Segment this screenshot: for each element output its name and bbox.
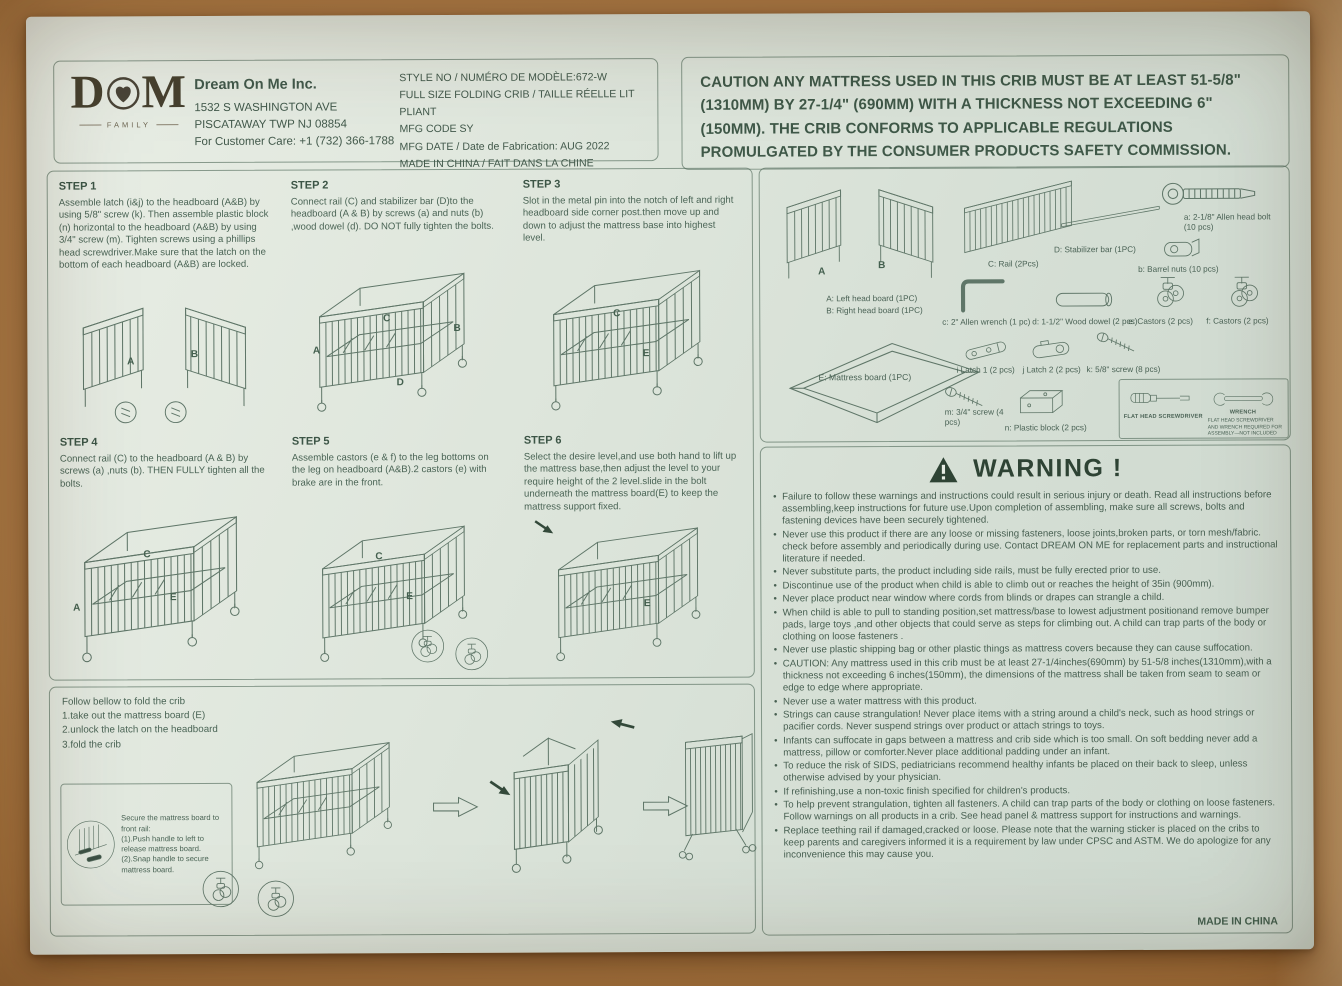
fold-step-3: 3.fold the crib bbox=[62, 739, 121, 751]
wrench-label: WRENCH bbox=[1229, 409, 1257, 416]
warning-item: • Never use this product if there are any loose or missing fasteners, loose joints,broken parts, or torn mesh/fabric. check before assembly and periodically during use. Contact DREAM ON ME for replacement parts and instructional literature if needed. bbox=[773, 527, 1280, 565]
crib-folding-diagram bbox=[482, 725, 628, 884]
logo-letter-d: D bbox=[70, 66, 106, 119]
diagram-label: B bbox=[190, 348, 199, 360]
warning-list bbox=[761, 489, 1292, 861]
customer-care-line: For Customer Care: +1 (732) 366-1788 bbox=[194, 135, 395, 149]
step-5-diagram bbox=[287, 504, 508, 673]
castor-detail-icon bbox=[256, 879, 296, 919]
product-info bbox=[399, 69, 654, 173]
detail-circle-icon bbox=[163, 399, 189, 425]
part-label-j: j Latch 2 (2 pcs) bbox=[1022, 365, 1081, 375]
warning-item: • Discontinue use of the product when child is able to climb out or reaches the height of 35in (900mm). bbox=[773, 578, 1280, 592]
logo-family-label: FAMILY bbox=[106, 120, 152, 130]
diagram-label: E bbox=[643, 598, 651, 610]
castor-detail-icon bbox=[410, 628, 446, 664]
diagram-label: E bbox=[406, 591, 413, 603]
warning-item: • Infants can suffocate in gaps between a mattress and crib side which is too small. On soft bedding never add a mattress, pillow or comforter.Never place additional padding under an infant. bbox=[774, 733, 1281, 759]
part-label-d: d: 1-1/2" Wood dowel (2 pcs) bbox=[1032, 316, 1138, 327]
mfg-date: MFG DATE / Date de Fabrication: AUG 2022 bbox=[399, 139, 610, 153]
allen-bolt-icon bbox=[1152, 174, 1278, 213]
part-label-C: C: Rail (2Pcs) bbox=[988, 259, 1039, 269]
warning-item: • Failure to follow these warnings and instructions could result in serious injury or death. Read all instructions before assembling,keep instructions for future use.Upon completion of assembling, make sure all screws, bolts and fastening devices have been securely tightened. bbox=[773, 489, 1280, 527]
part-label-n: n: Plastic block (2 pcs) bbox=[1004, 423, 1087, 433]
assembly-steps-box bbox=[47, 168, 755, 681]
step-1-diagram bbox=[54, 295, 275, 424]
diagram-label: B bbox=[453, 322, 461, 334]
step-4-title: STEP 4 bbox=[59, 436, 98, 449]
warning-item: • If refinishing,use a non-toxic finish specified for children's products. bbox=[774, 784, 1281, 798]
warning-box bbox=[760, 444, 1293, 935]
warning-triangle-icon bbox=[928, 455, 959, 483]
step-2-text: Connect rail (C) and stabilizer bar (D)to the headboard (A & B) by screws (a) and nuts (b) ,wood dowel (d). DO NOT fully tighten the bolts. bbox=[290, 195, 494, 233]
parts-list-box bbox=[759, 165, 1291, 442]
part-label-k: k: 5/8" screw (8 pcs) bbox=[1086, 364, 1161, 375]
made-in-line: MADE IN CHINA / FAIT DANS LA CHINE bbox=[399, 157, 594, 170]
latch-magnifier-icon bbox=[65, 800, 117, 888]
mfg-code: MFG CODE SY bbox=[399, 123, 474, 136]
warning-item: • CAUTION: Any mattress used in this crib must be at least 27-1/4inches(690mm) by 51-5/8 inches(1310mm),with a thickness not exceeding 6 inches(150mm), the dimensions of the mattress shall be taken from seam to seam or edge to edge where appropriate. bbox=[774, 656, 1281, 694]
step-2 bbox=[280, 170, 513, 427]
logo-letter-m: M bbox=[141, 66, 188, 119]
heart-logo-icon bbox=[105, 75, 141, 111]
warning-item: • Never substitute parts, the product including side rails, must be fully erected prior to use. bbox=[773, 565, 1280, 579]
inset-line-2: (1).Push handle to left to release mattress board. bbox=[121, 833, 204, 854]
castor-icon bbox=[1146, 273, 1194, 317]
diagram-label: A bbox=[127, 356, 135, 368]
step-6-title: STEP 6 bbox=[523, 434, 562, 447]
fold-instructions bbox=[62, 695, 218, 752]
latch2-icon bbox=[1022, 333, 1082, 363]
part-label-i: i Latch 1 (2 pcs) bbox=[956, 365, 1015, 375]
castor-icon bbox=[1220, 272, 1268, 316]
inset-line-3: (2).Snap handle to secure mattress board. bbox=[121, 854, 209, 874]
step-4-diagram bbox=[55, 505, 276, 674]
barrel-nut-icon bbox=[1154, 233, 1212, 265]
step-3-diagram bbox=[518, 259, 745, 422]
inset-text bbox=[121, 813, 228, 875]
step-6 bbox=[513, 425, 752, 676]
diagram-label: A bbox=[818, 266, 826, 278]
castor-detail-icon bbox=[201, 869, 241, 909]
step-4 bbox=[49, 427, 282, 678]
product-name: FULL SIZE FOLDING CRIB / TAILLE RÉELLE LIT PLIANT bbox=[399, 88, 635, 119]
warning-item: • Never place product near window where cords from blinds or drapes can strangle a child. bbox=[773, 592, 1280, 606]
step-4-text: Connect rail (C) to the headboard (A & B) by screws (a) ,nuts (b). THEN FULLY tighten all the bolts. bbox=[59, 452, 265, 490]
warning-item: • Never use plastic shipping bag or other plastic things as mattress covers because they can cause suffocation. bbox=[774, 643, 1281, 657]
company-address1: 1532 S WASHINGTON AVE bbox=[194, 101, 338, 114]
diagram-label: C bbox=[613, 307, 621, 319]
plastic-block-icon bbox=[1009, 381, 1075, 423]
diagram-label: E bbox=[642, 348, 650, 360]
step-5-text: Assemble castors (e & f) to the leg bottoms on the leg on headboard (A&B).2 castors (e) with brake are in the front. bbox=[291, 451, 489, 489]
part-label-f: f: Castors (2 pcs) bbox=[1206, 316, 1269, 326]
part-label-D: D: Stabilizer bar (1PC) bbox=[1053, 244, 1136, 255]
wrench-icon bbox=[1208, 387, 1282, 409]
castor-detail-icon bbox=[454, 636, 490, 672]
allen-wrench-icon bbox=[948, 273, 1014, 315]
crib-open-diagram bbox=[232, 731, 423, 882]
step-3-title: STEP 3 bbox=[522, 178, 561, 191]
wood-dowel-icon bbox=[1046, 283, 1122, 315]
warning-item: • When child is able to pull to standing position,set mattress/base to lowest adjustment positionand remove bumper pads, large toys ,and other objects that could serve as steps for climbing out. A child can trap parts of the body or clothing on loose fasteners . bbox=[774, 605, 1281, 643]
pointer-arrow-icon bbox=[488, 780, 512, 800]
warning-item: • To reduce the risk of SIDS, pediatricians recommend healthy infants be placed on their back to sleep, unless otherwise advised by your physician. bbox=[774, 758, 1281, 784]
screwdriver-label: FLAT HEAD SCREWDRIVER bbox=[1123, 413, 1203, 421]
step-3 bbox=[512, 169, 751, 426]
step-3-text: Slot in the metal pin into the notch of left and right headboard side corner post.then move up and down to adjust the mattress base into highest level. bbox=[522, 194, 734, 245]
diagram-label: A bbox=[73, 603, 81, 615]
step-1 bbox=[48, 171, 281, 428]
latch1-icon bbox=[956, 333, 1016, 363]
tools-required-box bbox=[1119, 378, 1289, 439]
next-arrow-icon bbox=[430, 794, 480, 820]
diagram-label: A bbox=[312, 345, 321, 357]
warning-item: • Replace teething rail if damaged,cracked or loose. Please note that the warning sticker is placed on the cribs to keep parents and caregivers informed it is a requirement by law under CPSC and ASTM. We do apologize for any inconvenience this may cause you. bbox=[774, 823, 1281, 861]
step-2-title: STEP 2 bbox=[290, 179, 329, 192]
flat-head-screwdriver-icon bbox=[1126, 386, 1198, 410]
step-6-diagram bbox=[519, 513, 746, 672]
diagram-label: E bbox=[169, 592, 177, 604]
inset-line-1: Secure the mattress board to front rail: bbox=[121, 813, 220, 833]
company-address2: PISCATAWAY TWP NJ 08854 bbox=[194, 118, 348, 132]
diagram-label: C bbox=[375, 551, 383, 563]
warning-header bbox=[761, 453, 1290, 484]
part-label-c: c: 2" Allen wrench (1 pc) bbox=[942, 317, 1031, 327]
step-6-text: Select the desire level,and use both hand to lift up the mattress base,then adjust the level to your require height of the 2 level.slide in the bolt underneath the mattress board(E) to keep the mattress support fixed. bbox=[523, 450, 737, 513]
screw-icon bbox=[1090, 327, 1144, 363]
part-label-b: b: Barrel nuts (10 pcs) bbox=[1138, 264, 1219, 274]
style-no: STYLE NO / NUMÉRO DE MODÈLE:672-W bbox=[399, 71, 608, 85]
fold-step-1: 1.take out the mattress board (E) bbox=[61, 710, 206, 722]
part-label-a: a: 2-1/8" Allen head bolt (10 pcs) bbox=[1183, 212, 1271, 233]
made-in-china: MADE IN CHINA bbox=[1197, 915, 1278, 928]
caution-box bbox=[681, 54, 1289, 170]
warning-title: WARNING ! bbox=[973, 454, 1123, 483]
diagram-label: C bbox=[143, 548, 151, 560]
diagram-label: D bbox=[396, 377, 404, 389]
step-2-diagram bbox=[286, 262, 507, 423]
crib-folded-diagram bbox=[662, 713, 763, 881]
step-1-text: Assemble latch (i&j) to the headboard (A&B) by using 5/8" screw (k). Then assemble plastic block (n) horizontal to the headboard (A&B) by using 3/4" screw (m). Tighten screws using a phillips head screwdriver.Make sure that the latch on the bottom of each headboard (A&B) are locked. bbox=[58, 196, 269, 272]
diagram-label: C bbox=[383, 313, 391, 325]
part-label-m: m: 3/4" screw (4 pcs) bbox=[944, 407, 1004, 428]
header-box bbox=[53, 58, 658, 170]
fold-step-2: 2.unlock the latch on the headboard bbox=[62, 724, 218, 737]
company-info bbox=[194, 74, 394, 151]
brand-logo bbox=[66, 66, 191, 130]
step-5-title: STEP 5 bbox=[291, 435, 330, 448]
fold-title: Follow bellow to fold the crib bbox=[61, 696, 186, 708]
diagram-label: B bbox=[878, 260, 886, 272]
warning-item: • Strings can cause strangulation! Never place items with a string around a child's neck, such as hood strings or pacifier cords. Never suspend strings over product or attach strings to toys. bbox=[774, 707, 1281, 733]
step-5 bbox=[281, 426, 514, 677]
part-label-B: B: Right head board (1PC) bbox=[826, 305, 923, 316]
folding-instructions-box bbox=[49, 684, 756, 937]
step-1-title: STEP 1 bbox=[58, 180, 97, 193]
warning-item: • To help prevent strangulation, tighten all fasteners. A child can trap parts of the body or clothing on loose fasteners. Follow warnings on all products in a crib. See head panel & mattress support for instructions and warnings. bbox=[774, 798, 1281, 824]
warning-item: • Never use a water mattress with this product. bbox=[774, 694, 1281, 708]
tools-note: FLAT HEAD SCREWDRIVER AND WRENCH REQUIRED FOR ASSEMBLY—NOT INCLUDED bbox=[1207, 417, 1282, 437]
pointer-arrow-icon bbox=[533, 520, 555, 538]
detail-circle-icon bbox=[113, 399, 139, 425]
part-label-A: A: Left head board (1PC) bbox=[826, 293, 918, 304]
part-label-E: E: Mattress board (1PC) bbox=[818, 371, 912, 383]
caution-text: CAUTION ANY MATTRESS USED IN THIS CRIB MUST BE AT LEAST 51-5/8" (1310MM) BY 27-1/4" (690MM) WITH A THICKNESS NOT EXCEEDING 6" (150MM). THE CRIB CONFORMS TO APPLICABLE REGULATIONS PROMULGATED BY THE CONSUMER PRODUCTS SAFETY COMMISSION. bbox=[700, 71, 1241, 162]
instruction-sheet bbox=[26, 11, 1314, 955]
company-name: Dream On Me Inc. bbox=[194, 76, 317, 94]
part-label-e: e: Castors (2 pcs) bbox=[1128, 316, 1193, 326]
headboards-diagram bbox=[770, 178, 951, 294]
